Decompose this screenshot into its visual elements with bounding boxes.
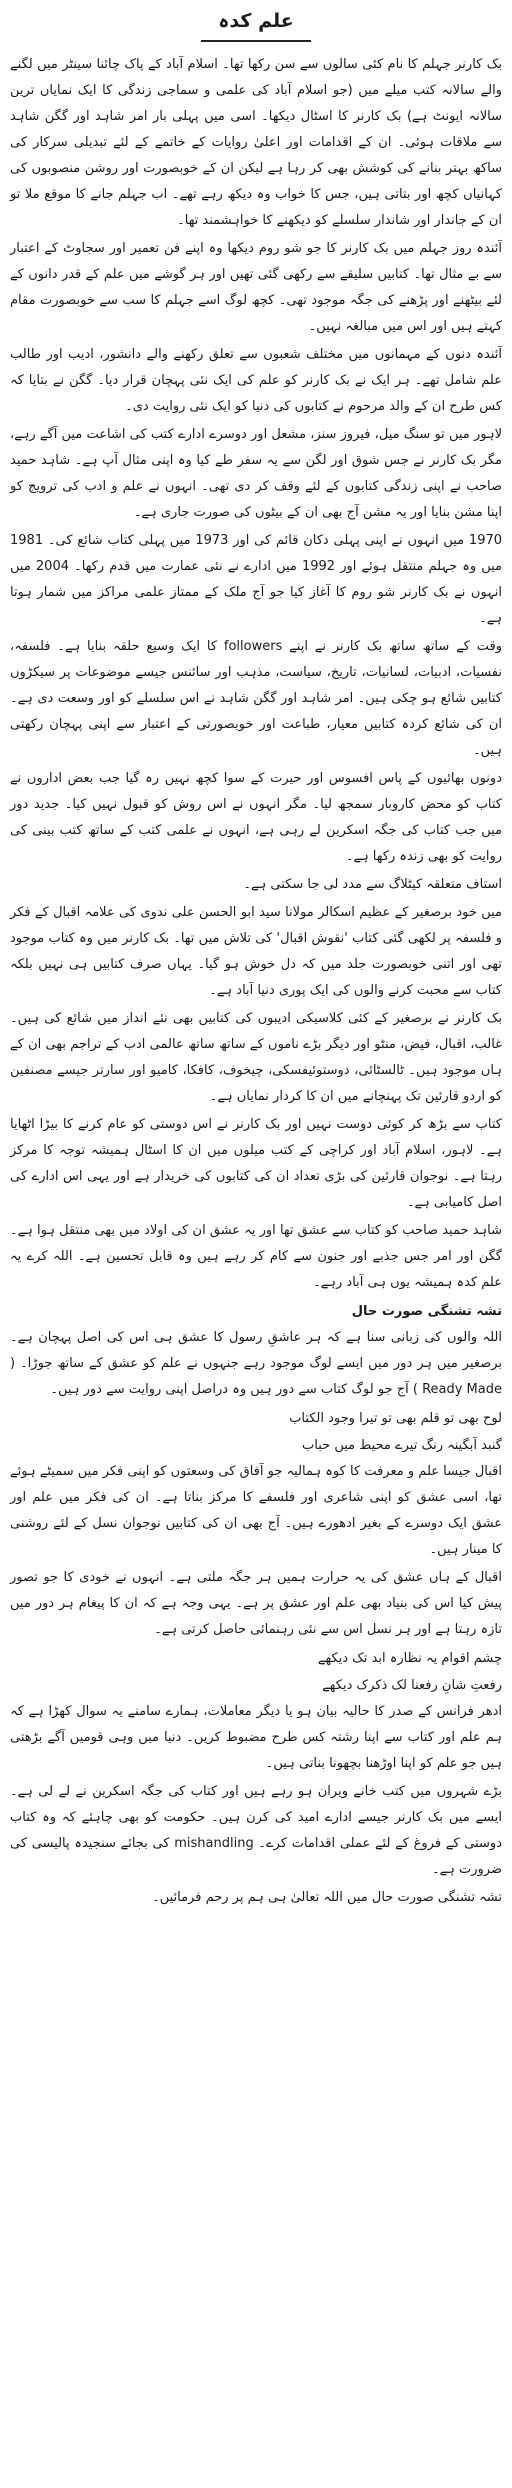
article-paragraph: بک کارنر نے برصغیر کے کئی کلاسیکی ادیبوں کی کتابیں بھی نئے انداز میں شائع کی ہیں۔ غالب، اقبال، فیض، منٹو اور دیگر بڑے ناموں کے ساتھ ساتھ عالمی ادب کے تراجم بھی ان کے ہاں موجود ہیں۔ ٹالسٹائی، دوستوئیفسکی، چیخوف، کافکا، کامیو اور سارتر جیسے مصنفین کو اردو قارئین تک پہنچانے میں ان کا کردار نمایاں ہے۔ <box>10 1011 502 1104</box>
article-paragraph: آئندہ دنوں کے مہمانوں میں مختلف شعبوں سے تعلق رکھنے والے دانشور، ادیب اور طالب علم شامل تھے۔ ہر ایک نے بک کارنر کو علم کی ایک نئی پہچان قرار دیا۔ گگن نے بتایا کہ کس طرح ان کے والد مرحوم نے کتابوں کی دنیا کو ایک نئی روایت دی۔ <box>10 347 502 414</box>
verse-line: لوح بھی تو قلم بھی تو تیرا وجود الکتاب <box>289 1411 502 1426</box>
article-paragraph: استاف متعلقہ کیٹلاگ سے مدد لی جا سکتی ہے۔ <box>243 877 502 892</box>
article-paragraph: میں خود برصغیر کے عظیم اسکالر مولانا سید ابو الحسن علی ندوی کی علامہ اقبال کے فکر و فلسفہ پر لکھی گئی کتاب 'نقوش اقبال' کی تلاش میں تھا۔ بک کارنر میں وہ کتاب موجود تھی اور اتنی خوبصورت جلد میں کہ دل خوش ہو گیا۔ یہاں صرف کتابیں ہی نہیں بلکہ کتاب سے محبت کرنے والوں کی ایک پوری دنیا آباد ہے۔ <box>10 905 502 998</box>
verse-line: گنبد آبگینہ رنگ تیرے محیط میں حباب <box>302 1438 502 1453</box>
article-paragraph: آئندہ روز جہلم میں بک کارنر کا جو شو روم دیکھا وہ اپنے فن تعمیر اور سجاوٹ کے اعتبار سے بے مثال تھا۔ کتابیں سلیقے سے رکھی گئی تھیں اور ہر گوشے میں علم کے قدر دانوں کے لئے بیٹھنے اور پڑھنے کی جگہ موجود تھی۔ کچھ لوگ اسے جہلم کا سب سے خوبصورت مقام کہتے ہیں اور اس میں مبالغہ نہیں۔ <box>10 241 502 334</box>
article-paragraph: اقبال جیسا علم و معرفت کا کوہ ہمالیہ جو آفاق کی وسعتوں کو اپنی فکر میں سمیٹے ہوئے تھا، اسی عشق کو اپنی شاعری اور فلسفے کا مرکز بناتا ہے۔ ان کی فکر میں علم اور عشق ایک دوسرے کے بغیر ادھورے ہیں۔ آج بھی ان کی کتابیں نوجوان نسل کے لئے روشنی کا مینار ہیں۔ <box>10 1464 502 1557</box>
article-paragraph: وقت کے ساتھ ساتھ بک کارنر نے اپنے followers کا ایک وسیع حلقہ بنایا ہے۔ فلسفہ، نفسیات، ادبیات، لسانیات، تاریخ، سیاست، مذہب اور سائنس جیسے موضوعات پر سیکڑوں کتابیں شائع ہو چکی ہیں۔ امر شاہد اور گگن شاہد نے اس سلسلے کو اور وسعت دی ہے۔ ان کی شائع کردہ کتابیں معیار، طباعت اور خوبصورتی کے اعتبار سے اپنی پہچان رکھتی ہیں۔ <box>10 639 502 758</box>
article-paragraph: ادھر فرانس کے صدر کا حالیہ بیان ہو یا دیگر معاملات، ہمارے سامنے یہ سوال کھڑا ہے کہ ہم علم اور کتاب سے اپنا رشتہ کس طرح مضبوط کریں۔ دنیا میں وہی قومیں آگے بڑھتی ہیں جو علم کو اپنا اوڑھنا بچھونا بناتی ہیں۔ <box>10 1704 502 1771</box>
article-paragraph: بڑے شہروں میں کتب خانے ویران ہو رہے ہیں اور کتاب کی جگہ اسکرین نے لے لی ہے۔ ایسے میں بک کارنر جیسے ادارے امید کی کرن ہیں۔ حکومت کو بھی چاہئے کہ وہ کتاب دوستی کے فروغ کے لئے عملی اقدامات کرے۔ mishandling کی بجائے سنجیدہ پالیسی کی ضرورت ہے۔ <box>10 1784 502 1877</box>
article-paragraph: لاہور میں تو سنگ میل، فیروز سنز، مشعل اور دوسرے ادارے کتب کی اشاعت میں آگے رہے، مگر بک کارنر نے جس شوق اور لگن سے یہ سفر طے کیا وہ اپنی مثال آپ ہے۔ شاہد حمید صاحب نے اپنی زندگی کتابوں کے لئے وقف کر دی تھی۔ انہوں نے علم و ادب کی ترویج کو اپنا مشن بنایا اور یہ مشن آج بھی ان کے بیٹوں کی صورت جاری ہے۔ <box>10 427 502 520</box>
article-paragraph: دونوں بھائیوں کے پاس افسوس اور حیرت کے سوا کچھ نہیں رہ گیا جب بعض اداروں نے کتاب کو محض کاروبار سمجھ لیا۔ مگر انہوں نے اس روش کو قبول نہیں کیا۔ جدید دور میں جب کتاب کی جگہ اسکرین لے رہی ہے، انہوں نے علمی کتب کے ساتھ کتب بینی کی روایت کو بھی زندہ رکھا ہے۔ <box>10 771 502 864</box>
article-paragraph: شاہد حمید صاحب کو کتاب سے عشق تھا اور یہ عشق ان کی اولاد میں بھی منتقل ہوا ہے۔ گگن اور امر جس جذبے اور جنون سے کام کر رہے ہیں وہ قابل تحسین ہے۔ اللہ کرے یہ علم کدہ ہمیشہ یوں ہی آباد رہے۔ <box>10 1223 502 1290</box>
article-paragraph: بک کارنر جہلم کا نام کئی سالوں سے سن رکھا تھا۔ اسلام آباد کے پاک چائنا سینٹر میں لگنے والے سالانہ کتب میلے میں (جو اسلام آباد کی علمی و سماجی زندگی کا ایک نمایاں ترین سالانہ ایونٹ ہے) بک کارنر کا اسٹال دیکھا۔ اسی میں پہلی بار امر شاہد اور گگن شاہد سے ملاقات ہوئی۔ ان کے اقدامات اور اعلیٰ روایات کے خاتمے کے لئے تبدیلی سرکار کی ساکھ بہتر بنانے کی کوشش بھی کر رہا ہے لیکن ان کے خوبصورت اور روشن منصوبوں کی کہانیاں کچھ اور بتاتی ہیں، جس کا خواب وہ دیکھ رہے تھے۔ اب جہلم جانے کا موقع ملا تو ان کے جاندار اور شاندار سلسلے کو دیکھنے کا خواہشمند تھا۔ <box>10 57 502 228</box>
verse-line: رفعتِ شانِ رفعنا لک ذکرک دیکھے <box>322 1678 502 1693</box>
article-paragraph: تشہ تشنگی صورت حال میں اللہ تعالیٰ ہی ہم پر رحم فرمائیں۔ <box>152 1890 502 1905</box>
article-paragraph: 1970 میں انہوں نے اپنی پہلی دکان قائم کی اور 1973 میں پہلی کتاب شائع کی۔ 1981 میں وہ جہلم منتقل ہوئے اور 1992 میں ادارے نے نئی عمارت میں قدم رکھا۔ 2004 میں انہوں نے بک کارنر شو روم کا آغاز کیا جو آج ملک کے ممتاز علمی مراکز میں شمار ہوتا ہے۔ <box>10 533 503 626</box>
article-paragraph: اقبال کے ہاں عشق کی یہ حرارت ہمیں ہر جگہ ملتی ہے۔ انہوں نے خودی کا جو تصور پیش کیا اس کی بنیاد بھی علم اور عشق پر ہے۔ یہی وجہ ہے کہ ان کا پیغام ہر دور میں تازہ رہتا ہے اور ہر نسل اس سے نئی رہنمائی حاصل کرتی ہے۔ <box>10 1570 502 1637</box>
title-underline <box>201 40 311 42</box>
section-heading: تشہ تشنگی صورت حال <box>351 1304 502 1319</box>
article-paragraph: کتاب سے بڑھ کر کوئی دوست نہیں اور بک کارنر نے اس دوستی کو عام کرنے کا بیڑا اٹھایا ہے۔ لاہور، اسلام آباد اور کراچی کے کتب میلوں میں ان کا اسٹال ہمیشہ توجہ کا مرکز رہتا ہے۔ نوجوان قارئین کی بڑی تعداد ان کی کتابوں کی خریدار ہے اور یہی اس ادارے کی اصل کامیابی ہے۔ <box>10 1117 502 1210</box>
article-paragraph: اللہ والوں کی زبانی سنا ہے کہ ہر عاشقِ رسول کا عشق ہی اس کی اصل پہچان ہے۔ برصغیر میں ہر دور میں ایسے لوگ موجود رہے جنہوں نے علم کو عشق کے ساتھ جوڑا۔ ( Ready Made ) آج جو لوگ کتاب سے دور ہیں وہ دراصل اپنی روایت سے دور ہیں۔ <box>10 1330 502 1397</box>
verse-line: چشم اقوام یہ نظارہ ابد تک دیکھے <box>317 1651 502 1666</box>
article-title: علم کدہ <box>218 10 294 32</box>
